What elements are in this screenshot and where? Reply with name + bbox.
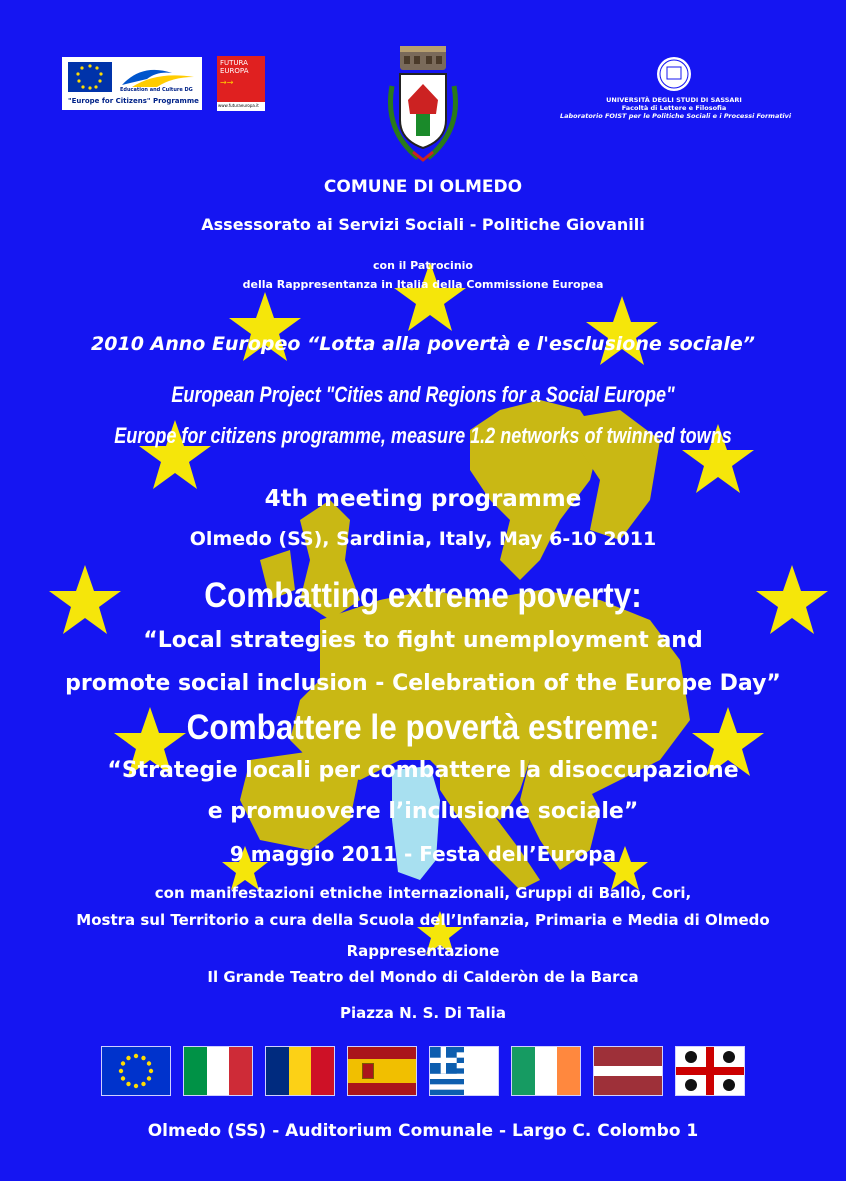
university-faculty: Facoltà di Lettere e Filosofia xyxy=(621,104,727,112)
flag-european-union xyxy=(101,1046,171,1096)
flag-sardinia xyxy=(675,1046,745,1096)
patrocinio-line-1: con il Patrocinio xyxy=(373,259,473,272)
flag-latvia xyxy=(593,1046,663,1096)
olmedo-coat-of-arms xyxy=(378,40,468,170)
theme-it-sub-2: e promuovere l’inclusione sociale” xyxy=(207,799,639,824)
eu-stars-icon xyxy=(102,1047,170,1095)
theme-it-day: 9 maggio 2011 - Festa dell’Europa xyxy=(229,842,617,866)
assessorato-text: Assessorato ai Servizi Sociali - Politiche Giovanili xyxy=(201,215,645,234)
project-line-1: European Project "Cities and Regions for a Social Europe" xyxy=(171,382,675,407)
events-line-2: Mostra sul Territorio a cura della Scuola dell’Infanzia, Primaria e Media di Olmedo xyxy=(76,911,770,929)
flag-spain xyxy=(347,1046,417,1096)
flag-ireland xyxy=(511,1046,581,1096)
year-theme: 2010 Anno Europeo “Lotta alla povertà e l'esclusione sociale” xyxy=(91,333,755,355)
theme-en-sub-1: “Local strategies to fight unemployment and xyxy=(143,628,703,653)
events-line-3: Rappresentazione xyxy=(346,942,500,960)
theme-en-sub-2: promote social inclusion - Celebration of the Europe Day” xyxy=(65,671,781,696)
theme-it-title: Combattere le povertà estreme: xyxy=(186,708,660,747)
events-line-1: con manifestazioni etniche internazionali, Gruppi di Ballo, Cori, xyxy=(154,884,692,902)
events-line-4: Il Grande Teatro del Mondo di Calderòn de la Barca xyxy=(207,968,639,986)
europa-text: EUROPA xyxy=(220,67,249,75)
university-name: UNIVERSITÀ DEGLI STUDI DI SASSARI xyxy=(606,96,742,104)
greek-cross-icon xyxy=(430,1047,498,1095)
footer-venue: Olmedo (SS) - Auditorium Comunale - Largo C. Colombo 1 xyxy=(147,1121,699,1141)
eu-programme-logo xyxy=(62,57,202,110)
project-line-2: Europe for citizens programme, measure 1.2 networks of twinned towns xyxy=(114,423,732,448)
meeting-title: 4th meeting programme xyxy=(264,486,582,512)
flag-italy xyxy=(183,1046,253,1096)
comune-title: COMUNE DI OLMEDO xyxy=(323,177,523,197)
arrow-icon: →→ xyxy=(220,78,234,87)
four-moors-icon xyxy=(676,1047,744,1095)
patrocinio-line-2: della Rappresentanza in Italia della Commissione Europea xyxy=(242,278,604,291)
flag-greece xyxy=(429,1046,499,1096)
eu-dg-text: Education and Culture DG xyxy=(120,87,193,93)
meeting-place-date: Olmedo (SS), Sardinia, Italy, May 6-10 2011 xyxy=(189,528,657,550)
futura-url: www.futuraeuropa.it xyxy=(218,103,259,108)
futura-text: FUTURA xyxy=(220,59,248,67)
eu-programme-text: "Europe for Citizens" Programme xyxy=(68,97,199,105)
futura-europa-logo xyxy=(217,56,265,111)
events-line-5: Piazza N. S. Di Talia xyxy=(340,1004,506,1022)
university-seal-icon xyxy=(654,55,694,93)
university-lab: Laboratorio FOIST per le Politiche Sociali e i Processi Formativi xyxy=(560,112,792,120)
spain-emblem-icon xyxy=(362,1063,374,1079)
flag-romania xyxy=(265,1046,335,1096)
theme-en-title: Combatting extreme poverty: xyxy=(204,576,642,615)
theme-it-sub-1: “Strategie locali per combattere la disoccupazione xyxy=(107,758,739,783)
